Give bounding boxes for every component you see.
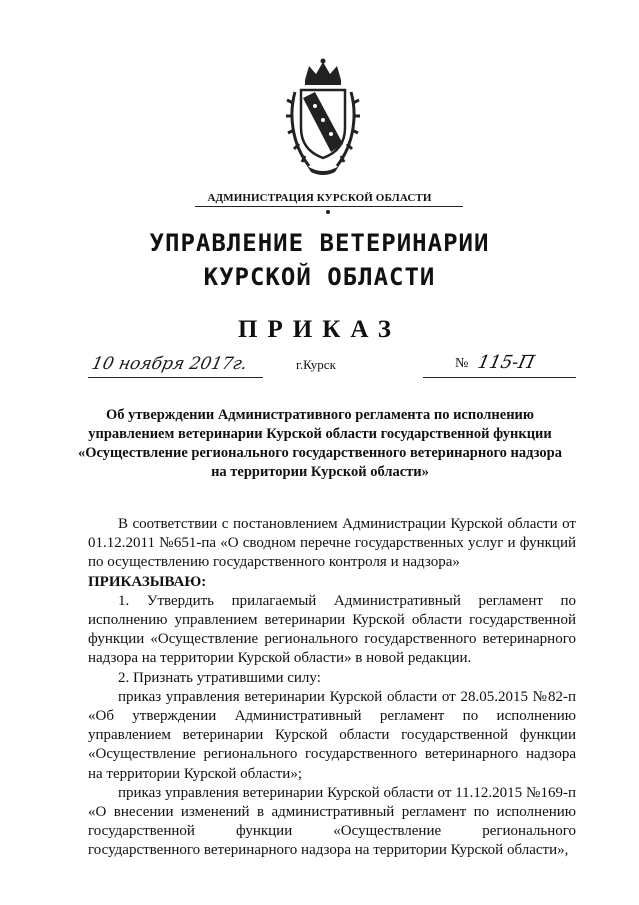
order-subject: Об утверждении Административного регламента по исполнению управлением ветеринарии Курской области государственной функции «Осуществление регионального государственного ветеринарного надзора на территории Курской области» <box>78 407 562 480</box>
preamble-paragraph: В соответствии с постановлением Администрации Курской области от 01.12.2011 №651-па «О сводном перечне государственных услуг и функций по осуществлению государственного контроля и надзора» <box>88 516 576 571</box>
administration-title: АДМИНИСТРАЦИЯ КУРСКОЙ ОБЛАСТИ <box>207 192 432 204</box>
administration-divider <box>195 206 463 207</box>
order-item-2b: приказ управления ветеринарии Курской области от 11.12.2015 №169-п «О внесении изменений в административный регламент по исполнению государственной функции «Осуществление регионального государственного ветеринарного надзора на территории Курской области», <box>88 784 576 859</box>
order-item-2a: приказ управления ветеринарии Курской области от 28.05.2015 №82-п «Об утверждении Административный регламент по исполнению управлением ветеринарии Курской области государственной функции «Осуществление регионального государственного ветеринарного надзора на территории Курской области»; <box>88 688 576 782</box>
document-type-title: ПРИКАЗ <box>238 316 401 343</box>
city-label: г.Курск <box>296 357 336 372</box>
department-title <box>0 226 639 294</box>
order-item-1: 1. Утвердить прилагаемый Административный регламент по исполнению управлением ветеринарии Курской области государственной функции «Осуществление регионального государственного ветеринарного надзора на территории Курской области» в новой редакции. <box>88 592 576 667</box>
handwritten-order-number: 115-П <box>475 352 537 373</box>
number-underline <box>423 377 576 378</box>
kursk-coat-of-arms-icon <box>285 58 361 178</box>
handwritten-date: 10 ноября 2017г. <box>89 354 250 374</box>
number-sign: № <box>455 356 469 371</box>
order-item-2: 2. Признать утратившими силу: <box>118 669 321 686</box>
date-underline <box>88 377 263 378</box>
order-body <box>88 515 576 861</box>
divider-dot <box>326 210 330 214</box>
order-directive: ПРИКАЗЫВАЮ: <box>88 573 207 590</box>
department-title-line2: КУРСКОЙ ОБЛАСТИ <box>203 263 436 291</box>
department-title-line1: УПРАВЛЕНИЕ ВЕТЕРИНАРИИ <box>149 229 490 257</box>
